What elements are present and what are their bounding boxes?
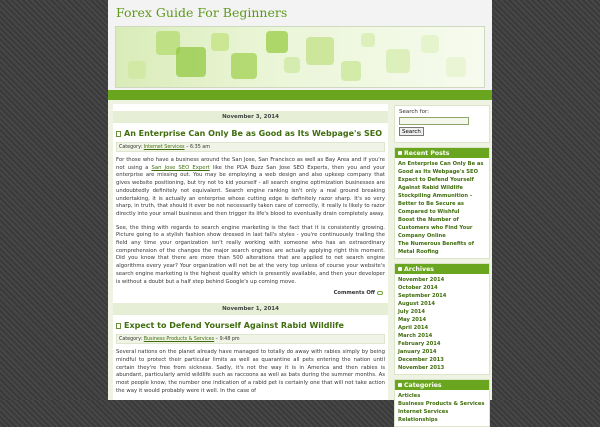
widget-title bbox=[395, 148, 489, 158]
archive-link[interactable]: March 2014 bbox=[398, 333, 433, 339]
post bbox=[113, 111, 388, 296]
recent-post-link[interactable]: Boost the Number of Customers who Find Your Company Online bbox=[398, 217, 473, 239]
search-widget bbox=[394, 105, 490, 143]
widget-title-text: Categories bbox=[404, 381, 442, 389]
comment-icon bbox=[377, 291, 383, 295]
seo-expert-link[interactable]: San Jose SEO Expert bbox=[151, 164, 210, 171]
comments-status bbox=[113, 290, 383, 296]
widget-title-text: Archives bbox=[404, 265, 434, 273]
post-time: – 6:35 am bbox=[186, 144, 210, 150]
archive-link[interactable]: February 2014 bbox=[398, 341, 441, 347]
recent-post-link[interactable]: An Enterprise Can Only Be as Good as Its Webpage's SEO bbox=[398, 161, 484, 175]
header bbox=[108, 0, 492, 90]
paragraph-text: like the PDA Buzz San Jose SEO Experts, then you and your enterprise are missing out. You may be employing a web design and also upkeep company that gives website positioning, but try not to kid yourself - all search engine optimization businesses are undoubtedly definitely not equivalent. Search engine ranking isn't only a real ground breaking undertaking, it is actually an enterprise whose cutting edge is definitely razor sharp. It's so very sharp, in truth, that should it ever be not necessarily taken care of correctly, it really is likely to razor directly into your small business and then trigger its life's blood to eventually drain completely away. bbox=[116, 164, 386, 217]
square-bullet-icon bbox=[398, 267, 402, 271]
widget-title bbox=[395, 264, 489, 274]
post bbox=[113, 303, 388, 395]
category-label: Category: bbox=[119, 336, 143, 342]
categories-list bbox=[395, 390, 489, 426]
post-title[interactable] bbox=[116, 321, 388, 330]
paragraph-text: For those who have a business around the San Jose, San Francisco as well as Bay Area and if you're not using a bbox=[116, 157, 385, 171]
recent-posts-list bbox=[395, 158, 489, 258]
recent-post-link[interactable]: Stockpiling Ammunition - Better to Be Secure as Compared to Wishful bbox=[398, 193, 473, 215]
header-banner bbox=[115, 26, 485, 88]
archive-link[interactable]: April 2014 bbox=[398, 325, 429, 331]
post-meta bbox=[116, 334, 385, 344]
post-title[interactable] bbox=[116, 129, 388, 138]
category-link[interactable]: Internet Services bbox=[143, 144, 185, 150]
page-wrapper bbox=[108, 0, 492, 423]
archives-widget bbox=[394, 263, 490, 375]
header-bar bbox=[108, 90, 492, 100]
archive-link[interactable]: May 2014 bbox=[398, 317, 427, 323]
archive-link[interactable]: November 2013 bbox=[398, 365, 445, 371]
post-paragraph: See, the thing with regards to search engine marketing is the fact that it is consistently growing. Picture going to a stylish fashion show dressed in last fall's styles - you're continuously trailing the field any time your organization isn't really working with someone who has an extraordinary comprehension of the changes the major search engines are actually applying right this moment. Did you know that there are more than 500 alterations that are applied to net search engine algorithms every year? Your organization will not be at the very top unless of course your website's search engine marketing is the highest quality which is presently available, and then your developer is without a doubt but a half step behind Google's up coming move. bbox=[116, 224, 385, 285]
archive-link[interactable]: July 2014 bbox=[398, 309, 426, 315]
post-meta bbox=[116, 142, 385, 152]
archive-link[interactable]: August 2014 bbox=[398, 301, 435, 307]
categories-widget bbox=[394, 379, 490, 427]
archive-link[interactable]: October 2014 bbox=[398, 285, 438, 291]
widget-title-text: Recent Posts bbox=[404, 149, 450, 157]
widget-title bbox=[395, 380, 489, 390]
archive-link[interactable]: September 2014 bbox=[398, 293, 447, 299]
category-label: Category: bbox=[119, 144, 143, 150]
content-area bbox=[108, 100, 492, 423]
archive-link[interactable]: December 2013 bbox=[398, 357, 444, 363]
post-paragraph: Several nations on the planet already have managed to totally do away with rabies simply by being mindful to protect their particular limits as well as quarantine all pets entering the nation until certain they're free from sickness. Sadly, it's not the way it is in America and then rabies is abundant, particularly amid wildlife such as raccoons as well as bats during the summer months. As most people know, the number one indication of a rabid pet is certainly one that will not take action the way it would probably were it well. In the case of bbox=[116, 349, 385, 394]
archive-link[interactable]: January 2014 bbox=[398, 349, 437, 355]
search-label: Search for: bbox=[399, 109, 429, 115]
category-item-link[interactable]: Business Products & Services bbox=[398, 401, 485, 407]
category-item-link[interactable]: Internet Services bbox=[398, 409, 449, 415]
post-date: November 3, 2014 bbox=[113, 111, 388, 123]
search-input[interactable] bbox=[399, 117, 469, 125]
post-title-text[interactable]: An Enterprise Can Only Be as Good as Its Webpage's SEO bbox=[124, 129, 383, 138]
category-item-link[interactable]: Relationships bbox=[398, 417, 438, 423]
sidebar bbox=[394, 100, 490, 427]
post-paragraph bbox=[116, 157, 385, 219]
site-title[interactable]: Forex Guide For Beginners bbox=[116, 5, 288, 20]
archives-list bbox=[395, 274, 489, 374]
search-button[interactable]: Search bbox=[399, 127, 424, 136]
recent-posts-widget bbox=[394, 147, 490, 259]
document-icon bbox=[116, 323, 121, 329]
post-title-text[interactable]: Expect to Defend Yourself Against Rabid Wildlife bbox=[124, 321, 344, 331]
main-column bbox=[113, 104, 388, 400]
square-bullet-icon bbox=[398, 383, 402, 387]
category-item-link[interactable]: Articles bbox=[398, 393, 421, 399]
recent-post-link[interactable]: The Numerous Benefits of Metal Roofing bbox=[398, 241, 474, 255]
archive-link[interactable]: November 2014 bbox=[398, 277, 445, 283]
category-link[interactable]: Business Products & Services bbox=[143, 336, 215, 342]
post-date: November 1, 2014 bbox=[113, 303, 388, 315]
comments-text: Comments Off bbox=[333, 290, 375, 297]
document-icon bbox=[116, 131, 121, 137]
square-bullet-icon bbox=[398, 151, 402, 155]
recent-post-link[interactable]: Expect to Defend Yourself Against Rabid Wildlife bbox=[398, 177, 474, 191]
post-time: – 9:48 pm bbox=[215, 336, 240, 342]
